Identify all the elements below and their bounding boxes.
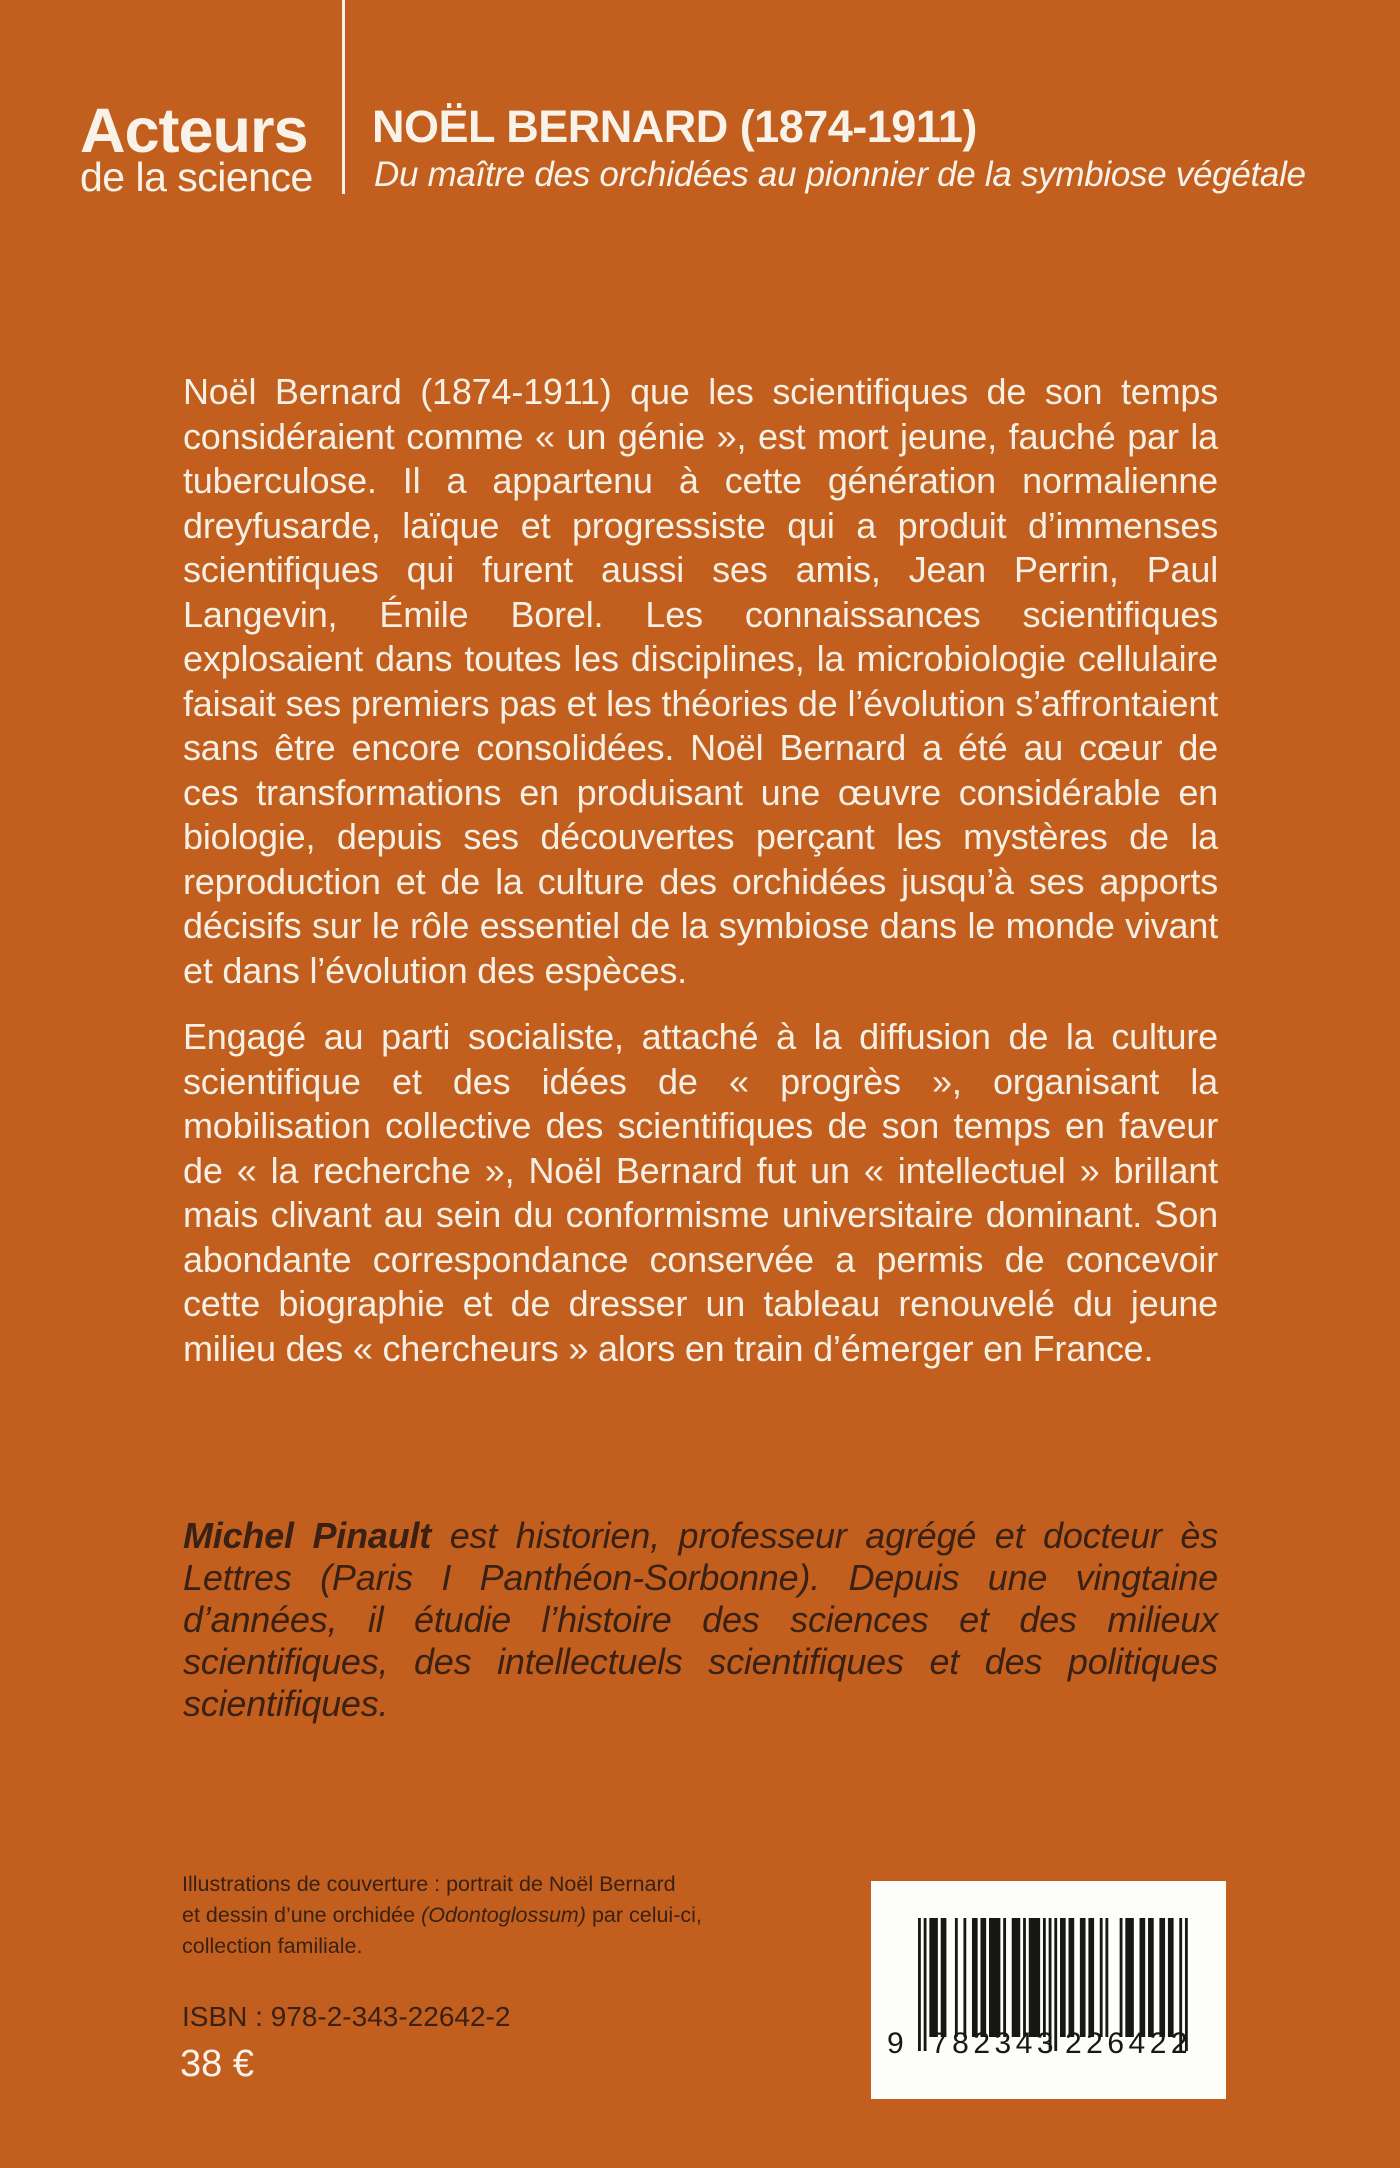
author-name: Michel Pinault (183, 1515, 432, 1556)
credits-line-1: Illustrations de couverture : portrait de Noël Bernard (182, 1872, 676, 1896)
barcode-digit-leading: 9 (887, 2027, 904, 2060)
author-bio-text: est historien, professeur agrégé et docteur ès Lettres (Paris I Panthéon-Sorbonne). Depuis une vingtaine d’années, il étudie l’histoire des sciences et des milieux scientifiques, des intellectuels scientifiques et des politiques scientifiques. (183, 1515, 1218, 1724)
credits-line-3: collection familiale. (182, 1934, 363, 1958)
price-label: 38 € (180, 2043, 254, 2085)
collection-subtitle: de la science (80, 154, 313, 200)
barcode (871, 1881, 1226, 2099)
orchid-species-name: (Odontoglossum) (421, 1903, 586, 1927)
header-divider (342, 0, 345, 194)
barcode-digits-right-group: 226422 (1065, 2027, 1193, 2060)
book-subtitle: Du maître des orchidées au pionnier de la symbiose végétale (374, 155, 1306, 194)
cover-credits (182, 1869, 822, 1962)
collection-title: Acteurs (80, 96, 308, 166)
synopsis-paragraph-1: Noël Bernard (1874-1911) que les scientifiques de son temps considéraient comme « un génie », est mort jeune, fauché par la tuberculose. Il a appartenu à cette génération normalienne dreyfusarde, laïque et progressiste qui a produit d’immenses scientifiques qui furent aussi ses amis, Jean Perrin, Paul Langevin, Émile Borel. Les connaissances scientifiques explosaient dans toutes les disciplines, la microbiologie cellulaire faisait ses premiers pas et les théories de l’évolution s’affrontaient sans être encore consolidées. Noël Bernard a été au cœur de ces transformations en produisant une œuvre considérable en biologie, depuis ses découvertes perçant les mystères de la reproduction et de la culture des orchidées jusqu’à ses apports décisifs sur le rôle essentiel de la symbiose dans le monde vivant et dans l’évolution des espèces. (183, 371, 1218, 991)
isbn-label: ISBN : 978-2-343-22642-2 (182, 2001, 511, 2032)
credits-line-2: et dessin d’une orchidée (Odontoglossum) par celui-ci, (182, 1903, 702, 1927)
barcode-digits-left-group: 782343 (931, 2027, 1059, 2060)
author-bio (183, 1515, 1218, 1725)
synopsis-paragraph-2: Engagé au parti socialiste, attaché à la diffusion de la culture scientifique et des idées de « progrès », organisant la mobilisation collective des scientifiques de son temps en faveur de « la recherche », Noël Bernard fut un « intellectuel » brillant mais clivant au sein du conformisme universitaire dominant. Son abondante correspondance conservée a permis de concevoir cette biographie et de dresser un tableau renouvelé du jeune milieu des « chercheurs » alors en train d’émerger en France. (183, 1016, 1218, 1369)
book-title: NOËL BERNARD (1874-1911) (372, 101, 977, 152)
